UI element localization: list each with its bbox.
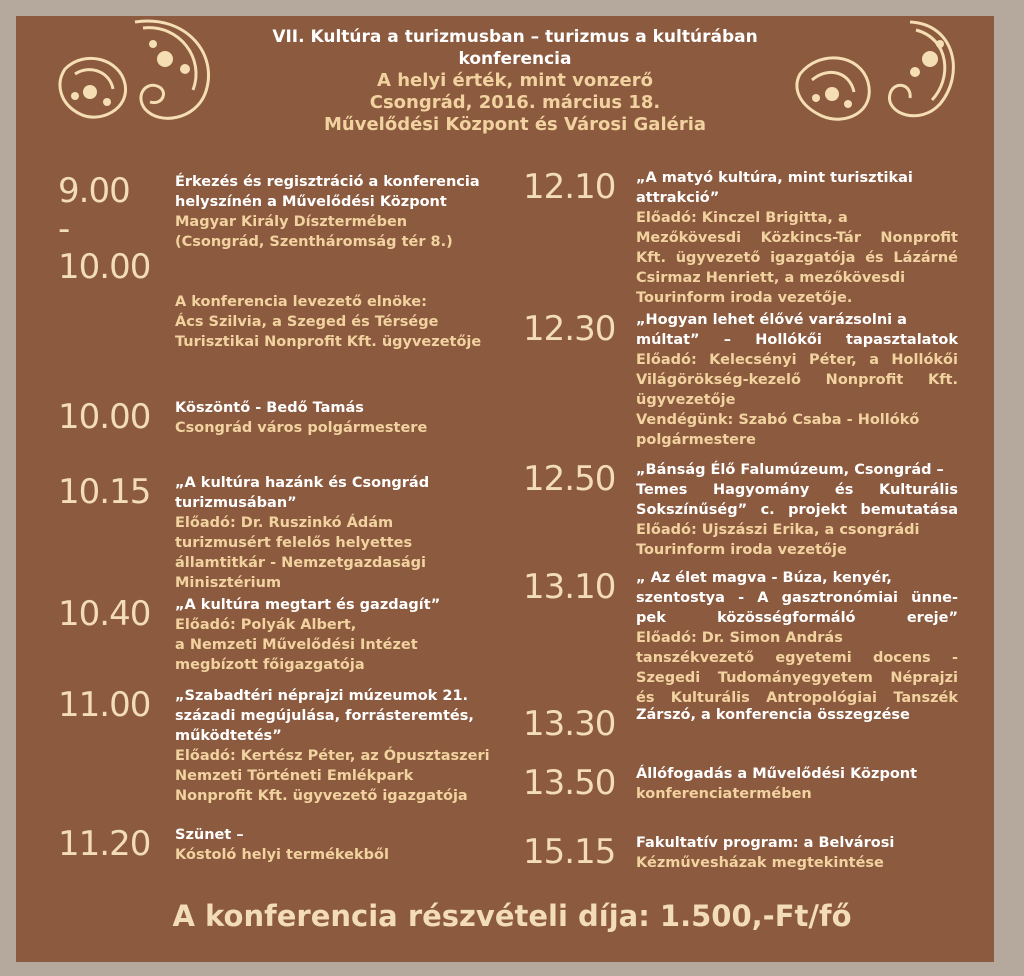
schedule-time (58, 686, 150, 724)
schedule-description (636, 460, 958, 560)
session-detail-line: turizmusért felelős helyettes (175, 535, 413, 551)
session-title-line: Érkezés és regisztráció a konferencia (175, 174, 480, 190)
schedule-description (175, 595, 505, 675)
session-detail-line: a Nemzeti Művelődési Intézet (175, 637, 418, 653)
schedule-time-line: 10.00 (58, 397, 151, 437)
schedule-description (636, 168, 958, 308)
conference-venue: Művelődési Központ és Városi Galéria (323, 114, 707, 135)
session-detail-line: Kézművesházak megtekintése (636, 855, 884, 871)
session-title-line: Sokszínűség” c. projekt bemutatása (636, 502, 958, 518)
schedule-time-line: 13.10 (523, 567, 616, 607)
session-detail-line: Turisztikai Nonprofit Kft. ügyvezetője (175, 334, 482, 350)
session-detail-line: Ács Szilvia, a Szeged és Térsége (175, 314, 439, 330)
schedule-description (175, 825, 505, 865)
session-title-line: Temes Hagyomány és Kulturális (636, 482, 958, 498)
session-title-line: „Hogyan lehet élővé varázsolni a (636, 312, 907, 328)
session-title-line: „Bánság Élő Falumúzeum, Csongrád – (636, 462, 944, 478)
session-title-line: századi megújulása, forrásteremtés, (175, 708, 474, 724)
schedule-description (636, 764, 958, 804)
schedule-description (175, 686, 505, 806)
session-title-line: múltat” – Hollókői tapasztalatok (636, 332, 958, 348)
session-title-line: Köszöntő - Bedő Tamás (175, 400, 364, 416)
schedule-time (58, 595, 150, 633)
session-detail-line: Előadó: Dr. Ruszinkó Ádám (175, 515, 394, 531)
schedule-description (175, 398, 505, 438)
session-detail-line: Nemzeti Történeti Emlékpark (175, 768, 414, 784)
session-detail-line: ügyvezetője (636, 392, 736, 408)
session-detail-line: (Csongrád, Szentháromság tér 8.) (175, 234, 453, 250)
session-detail-line: Csongrád város polgármestere (175, 420, 428, 436)
schedule-time (523, 460, 615, 498)
session-title-line: „Szabadtéri néprajzi múzeumok 21. (175, 688, 469, 704)
session-detail-line: Mezőkövesdi Közkincs-Tár Nonprofit (636, 230, 958, 246)
schedule-time-line: 12.30 (523, 309, 616, 349)
schedule-time-line: 10.00 (58, 247, 151, 287)
session-title-line: Állófogadás a Művelődési Központ (636, 766, 918, 782)
session-title-line: „A kultúra megtart és gazdagít” (175, 597, 441, 613)
session-detail-line: Kóstoló helyi termékekből (175, 847, 389, 863)
session-title-line: Fakultatív program: a Belvárosi (636, 835, 895, 851)
session-detail-line: Előadó: Polyák Albert, (175, 617, 357, 633)
session-detail-line: Előadó: Kelecsényi Péter, a Hollókői (636, 352, 958, 368)
schedule-time-line: 15.15 (523, 832, 616, 872)
schedule-description (636, 310, 958, 450)
schedule-time-line: 9.00 - (58, 171, 130, 249)
schedule-description (175, 172, 505, 252)
schedule-time (523, 168, 615, 206)
session-title-line: turizmusában” (175, 495, 297, 511)
session-detail-line: Magyar Király Dísztermében (175, 214, 408, 230)
schedule-description (636, 833, 958, 873)
schedule-time (58, 172, 150, 286)
session-detail-line: A konferencia levezető elnöke: (175, 294, 427, 310)
session-detail-line: államtitkár - Nemzetgazdasági (175, 555, 426, 571)
session-detail-line: Előadó: Ujszászi Erika, a csongrádi (636, 522, 920, 538)
schedule-time (523, 310, 615, 348)
session-detail-line: Szegedi Tudományegyetem Néprajzi (636, 670, 958, 686)
schedule-time-line: 11.20 (58, 824, 151, 864)
session-title-line: Szünet – (175, 827, 244, 843)
session-detail-line: és Kulturális Antropológiai Tanszék (636, 690, 958, 706)
session-detail-line: megbízott főigazgatója (175, 657, 365, 673)
conference-motto: A helyi érték, mint vonzerő (377, 70, 653, 91)
session-title-line: attrakció” (636, 190, 720, 206)
session-detail-line: konferenciatermében (636, 786, 812, 802)
session-detail-line: Csirmaz Henriett, a mezőkövesdi (636, 270, 906, 286)
schedule-time-line: 12.10 (523, 167, 616, 207)
schedule-time (58, 398, 150, 436)
session-title-line: Zárszó, a konferencia összegzése (636, 707, 910, 723)
schedule-description (636, 705, 958, 725)
schedule-time-line: 12.50 (523, 459, 616, 499)
schedule-time (58, 825, 150, 863)
session-detail-line: Előadó: Dr. Simon András (636, 630, 843, 646)
session-title-line: „ Az élet magva - Búza, kenyér, (636, 570, 892, 586)
session-detail-line: Világörökség-kezelő Nonprofit Kft. (636, 372, 958, 388)
conference-date: Csongrád, 2016. március 18. (369, 92, 661, 113)
session-detail-line: Előadó: Kertész Péter, az Ópusztaszeri (175, 748, 490, 764)
session-detail-line: Tourinform iroda vezetője. (636, 290, 853, 306)
session-title-line: szentostya - A gasztronómiai ünne- (636, 590, 958, 606)
schedule-description (175, 473, 505, 593)
program-header (170, 26, 860, 136)
session-detail-line: polgármestere (636, 432, 756, 448)
schedule-time-line: 13.50 (523, 763, 616, 803)
schedule-description (636, 568, 958, 708)
schedule-description (175, 292, 505, 352)
schedule-time-line: 10.40 (58, 594, 151, 634)
schedule-time (523, 764, 615, 802)
session-detail-line: Előadó: Kinczel Brigitta, a (636, 210, 848, 226)
session-detail-line: Kft. ügyvezető igazgatója és Lázárné (636, 250, 958, 266)
session-detail-line: Vendégünk: Szabó Csaba - Hollókő (636, 412, 920, 428)
conference-title: VII. Kultúra a turizmusban – turizmus a kultúrában (272, 27, 758, 47)
conference-subtitle: konferencia (458, 49, 572, 69)
session-title-line: helyszínén a Művelődési Központ (175, 194, 447, 210)
schedule-time (523, 568, 615, 606)
schedule-time (58, 473, 150, 511)
schedule-time-line: 13.30 (523, 704, 616, 744)
schedule-time-line: 11.00 (58, 685, 151, 725)
session-detail-line: Minisztérium (175, 575, 282, 591)
session-title-line: működtetés” (175, 728, 282, 744)
participation-fee: A konferencia részvételi díja: 1.500,-Ft/fő (172, 899, 852, 933)
schedule-time (523, 833, 615, 871)
schedule-time (523, 705, 615, 743)
session-title-line: „A kultúra hazánk és Csongrád (175, 475, 430, 491)
session-detail-line: tanszékvezető egyetemi docens - (636, 650, 958, 666)
session-title-line: „A matyó kultúra, mint turisztikai (636, 170, 913, 186)
session-title-line: pek közösségformáló ereje” (636, 610, 958, 626)
session-detail-line: Tourinform iroda vezetője (636, 542, 847, 558)
schedule-time-line: 10.15 (58, 472, 151, 512)
session-detail-line: Nonprofit Kft. ügyvezető igazgatója (175, 788, 468, 804)
